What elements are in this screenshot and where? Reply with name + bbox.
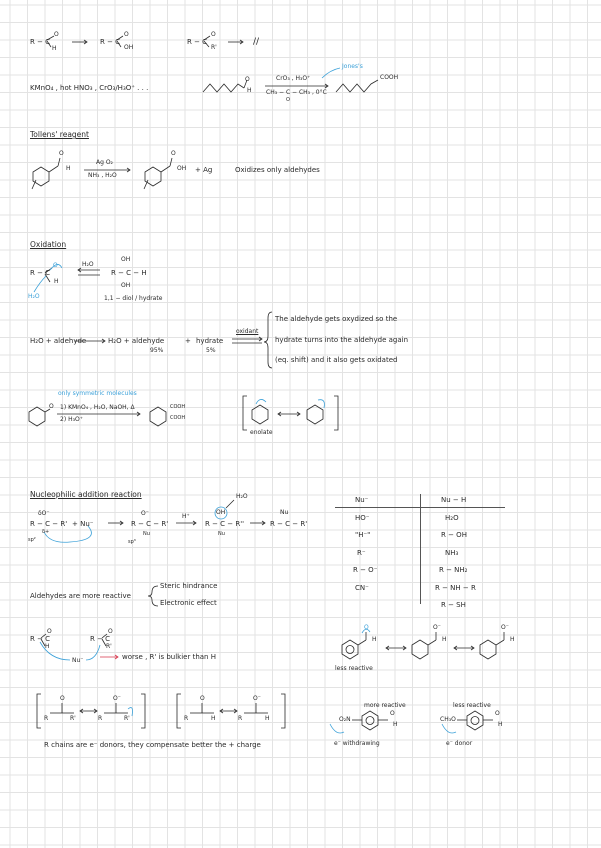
aldehyde-percent: 95% — [150, 347, 164, 354]
oxygen-label: O — [495, 710, 500, 717]
cyclohexanone-ring — [29, 407, 45, 426]
carboxylic-acid: COOH — [380, 74, 399, 81]
bond — [49, 166, 58, 172]
r-prime-label: R' — [211, 44, 217, 51]
tetrahedral-intermediate: R − C − R' — [131, 520, 169, 528]
water-label: H₂O — [82, 261, 94, 268]
r-label: R — [184, 715, 189, 722]
electron-arrow — [44, 526, 91, 542]
bond — [161, 166, 170, 172]
benzene-ring — [362, 711, 378, 730]
donor-explanation: R chains are e⁻ donors, they compensate better the + charge — [44, 741, 261, 749]
table-cell: R − OH — [441, 531, 467, 539]
oxygen-label: O — [47, 628, 52, 635]
r-prime-label: R' — [70, 715, 76, 722]
aldehyde-formula: R − C — [30, 38, 51, 46]
cleavage-step-1: 1) KMnO₄ , H₂O, NaOH, Δ — [60, 404, 135, 411]
alkyl-chain — [203, 84, 244, 92]
hydroxyl-label: OH — [121, 256, 131, 263]
addition-product: R − C − R' — [270, 520, 308, 528]
hydrogen-label: H — [66, 165, 71, 172]
methoxy-group: CH₃O — [440, 716, 456, 723]
symmetric-note: only symmetric molecules — [58, 390, 137, 397]
cyclohexane-product — [150, 407, 166, 426]
water-nucleophile: H₂O — [28, 293, 40, 300]
hydrogen-label: H — [54, 278, 59, 285]
oxygen-label: O — [245, 76, 250, 83]
no-reaction-mark: // — [253, 37, 260, 47]
proton-label: H⁺ — [182, 513, 190, 520]
withdraw-arrow — [330, 724, 344, 733]
hydrogen-label: H — [393, 721, 398, 728]
water-leaving: H₂O — [236, 493, 248, 500]
oxidants-list: KMnO₄ , hot HNO₃ , CrO₃/H₃O⁺ . . . — [30, 84, 149, 92]
diol-label: 1,1 − diol / hydrate — [104, 295, 163, 302]
oxygen-label: O — [390, 710, 395, 717]
explanation-line-3: (eq. shift) and it also gets oxidated — [275, 356, 398, 364]
oxidant-label: oxidant — [236, 328, 259, 335]
table-cell: R − SH — [441, 601, 466, 609]
bond — [496, 640, 504, 645]
hydrogen-label: H — [510, 636, 515, 643]
benzene-ring — [342, 640, 358, 659]
hydroxyl-label: OH — [124, 44, 134, 51]
hydrogen-label: H — [498, 721, 503, 728]
protonated-intermediate: R − C − R'' — [205, 520, 245, 528]
carboxyl-group: COOH — [170, 415, 186, 421]
donor-arrow — [442, 724, 456, 733]
oxygen-label: O — [171, 150, 176, 157]
ketone-formula: R − C — [187, 38, 208, 46]
equilibrium-middle: H₂O + aldehyde — [108, 337, 165, 345]
benzene-ring — [467, 711, 483, 730]
oxygen-label: O — [59, 150, 64, 157]
ketone-formula: R − C — [90, 635, 111, 643]
plus-sign: + — [185, 337, 191, 345]
table-cell: R⁻ — [357, 549, 366, 557]
hydroxyl-label: OH — [177, 165, 187, 172]
bracket-left — [243, 396, 247, 430]
hydrogen-label: H — [45, 643, 50, 650]
electron-arrow — [34, 276, 46, 292]
withdrawing-label: e⁻ withdrawing — [334, 740, 380, 747]
less-reactive-label: less reactive — [453, 702, 491, 709]
hydrogen-label: H — [265, 715, 270, 722]
explanation-line-2: hydrate turns into the aldehyde again — [275, 336, 408, 344]
oxygen-label: O — [54, 31, 59, 38]
less-reactive-label: less reactive — [335, 665, 373, 672]
donor-label: e⁻ donor — [446, 740, 473, 747]
aldehyde-formula: R − C — [30, 635, 51, 643]
table-cell: R − O⁻ — [353, 566, 378, 574]
hydrogen-label: H — [247, 87, 252, 94]
table-cell: R − NH − R — [435, 584, 476, 592]
table-cell: CN⁻ — [355, 584, 369, 592]
oxide-label: O⁻ — [113, 695, 121, 702]
alkyl-chain — [336, 80, 378, 92]
r-prime-label: R' — [124, 715, 130, 722]
table-cell: R − NH₂ — [439, 566, 468, 574]
cleavage-step-2: 2) H₃O⁺ — [60, 416, 83, 423]
acetone-solvent: CH₃ − C − CH₃ , 0°C — [266, 89, 327, 96]
oxygen-label: O — [108, 628, 113, 635]
r-label: R — [98, 715, 103, 722]
oxygen-label: O — [53, 262, 58, 269]
tollens-conditions: NH₃ , H₂O — [88, 172, 117, 179]
delta-plus-carbon: δ+ — [42, 529, 50, 535]
oxidation-heading: Oxidation — [30, 240, 67, 249]
table-header-rule — [335, 507, 505, 508]
bracket-left — [37, 694, 41, 728]
oxygen-label: O — [49, 403, 54, 410]
hydrate-percent: 5% — [206, 347, 216, 354]
sp3-label: sp³ — [128, 539, 136, 545]
nucleophile-label: Nu — [280, 509, 289, 516]
sp2-label: sp² — [28, 537, 36, 543]
oxygen-label: O — [200, 695, 205, 702]
cyclohexene-ring — [33, 167, 49, 186]
hydrogen-label: H — [442, 636, 447, 643]
oxide-label: O⁻ — [433, 624, 441, 631]
bracket-left — [177, 694, 181, 728]
aromatic-circle — [471, 717, 479, 725]
hydrate-formula: R − C − H — [111, 269, 147, 277]
tollens-comment: Oxidizes only aldehydes — [235, 166, 320, 174]
carbonyl-bond — [170, 158, 172, 166]
electron-arrow — [318, 400, 324, 408]
enolate-ring — [252, 405, 268, 424]
nucleophile-label: + Nu⁻ — [72, 520, 94, 528]
aromatic-circle — [346, 646, 354, 654]
electron-arrow — [256, 399, 266, 404]
nitro-group: O₂N — [339, 716, 351, 723]
table-cell: "H⁻" — [355, 531, 371, 539]
table-cell: HO⁻ — [355, 514, 370, 522]
leaving-arrow — [226, 500, 234, 508]
oxygen-label: O — [211, 31, 216, 38]
nucleophile-label: Nu — [218, 531, 225, 537]
nucleophile-label: Nu — [143, 531, 150, 537]
carboxyl-group: COOH — [170, 404, 186, 410]
steric-reason: Steric hindrance — [160, 582, 218, 590]
oxygen-label: O — [364, 624, 369, 631]
hydrate-label: hydrate — [196, 337, 224, 345]
jones-reagent: CrO₃ , H₃O⁺ — [276, 75, 311, 82]
reactivity-statement: Aldehydes are more reactive — [30, 592, 131, 600]
explanation-line-1: The aldehyde gets oxydized so the — [275, 315, 398, 323]
table-divider — [420, 494, 421, 604]
r-label: R — [44, 715, 49, 722]
benzene-ring — [480, 640, 496, 659]
annotation-curve — [322, 68, 340, 78]
carbonyl-formula: R − C − R' — [30, 520, 68, 528]
r-label: R — [238, 715, 243, 722]
hydroxyl-label: OH — [216, 509, 226, 516]
electronic-reason: Electronic effect — [160, 599, 217, 607]
table-cell: H₂O — [445, 514, 459, 522]
carbonyl-bond — [58, 158, 60, 166]
bracket-right — [141, 694, 145, 728]
bond — [428, 640, 436, 645]
oxygen-label: O — [60, 695, 65, 702]
oxide-label: O⁻ — [253, 695, 261, 702]
hydrogen-label: H — [52, 45, 57, 52]
acid-formula: R − C — [100, 38, 121, 46]
nucleophile-label: Nu⁻ — [72, 657, 84, 664]
table-cell: NH₃ — [445, 549, 459, 557]
tollens-heading: Tollens' reagent — [30, 130, 89, 139]
delta-minus-oxygen: δO⁻ — [38, 510, 50, 517]
bond — [358, 640, 366, 645]
brace — [148, 586, 158, 606]
r-prime-label: R' — [106, 643, 112, 650]
alkoxide-oxygen: O⁻ — [141, 510, 149, 517]
bracket-right — [334, 396, 338, 430]
tollens-reagent: Ag O₂ — [96, 159, 113, 166]
hydroxyl-label: OH — [121, 282, 131, 289]
steric-comment: worse , R' is bulkier than H — [122, 653, 216, 661]
silver-product: + Ag — [195, 166, 213, 174]
enolate-label: enolate — [250, 429, 273, 436]
aromatic-circle — [366, 717, 374, 725]
aldehyde-formula: R − C — [30, 269, 51, 277]
bracket-right — [281, 694, 285, 728]
oxygen-label: O — [124, 31, 129, 38]
curly-brace — [264, 312, 272, 368]
hydrogen-label: H — [211, 715, 216, 722]
nucleophilic-heading: Nucleophilic addition reaction — [30, 490, 142, 499]
hydrogen-label: H — [372, 636, 377, 643]
enolate-ring — [307, 405, 323, 424]
table-header-nu: Nu⁻ — [355, 496, 369, 504]
jones-note: Jones's — [342, 63, 363, 70]
oxygen-label: O — [286, 97, 290, 103]
oxide-label: O⁻ — [501, 624, 509, 631]
more-reactive-label: more reactive — [364, 702, 406, 709]
benzene-ring — [412, 640, 428, 659]
electron-arrow — [86, 645, 100, 660]
cyclohexene-ring — [145, 167, 161, 186]
equilibrium-left: H₂O + aldehyde — [30, 337, 87, 345]
table-header-nuh: Nu − H — [441, 496, 467, 504]
